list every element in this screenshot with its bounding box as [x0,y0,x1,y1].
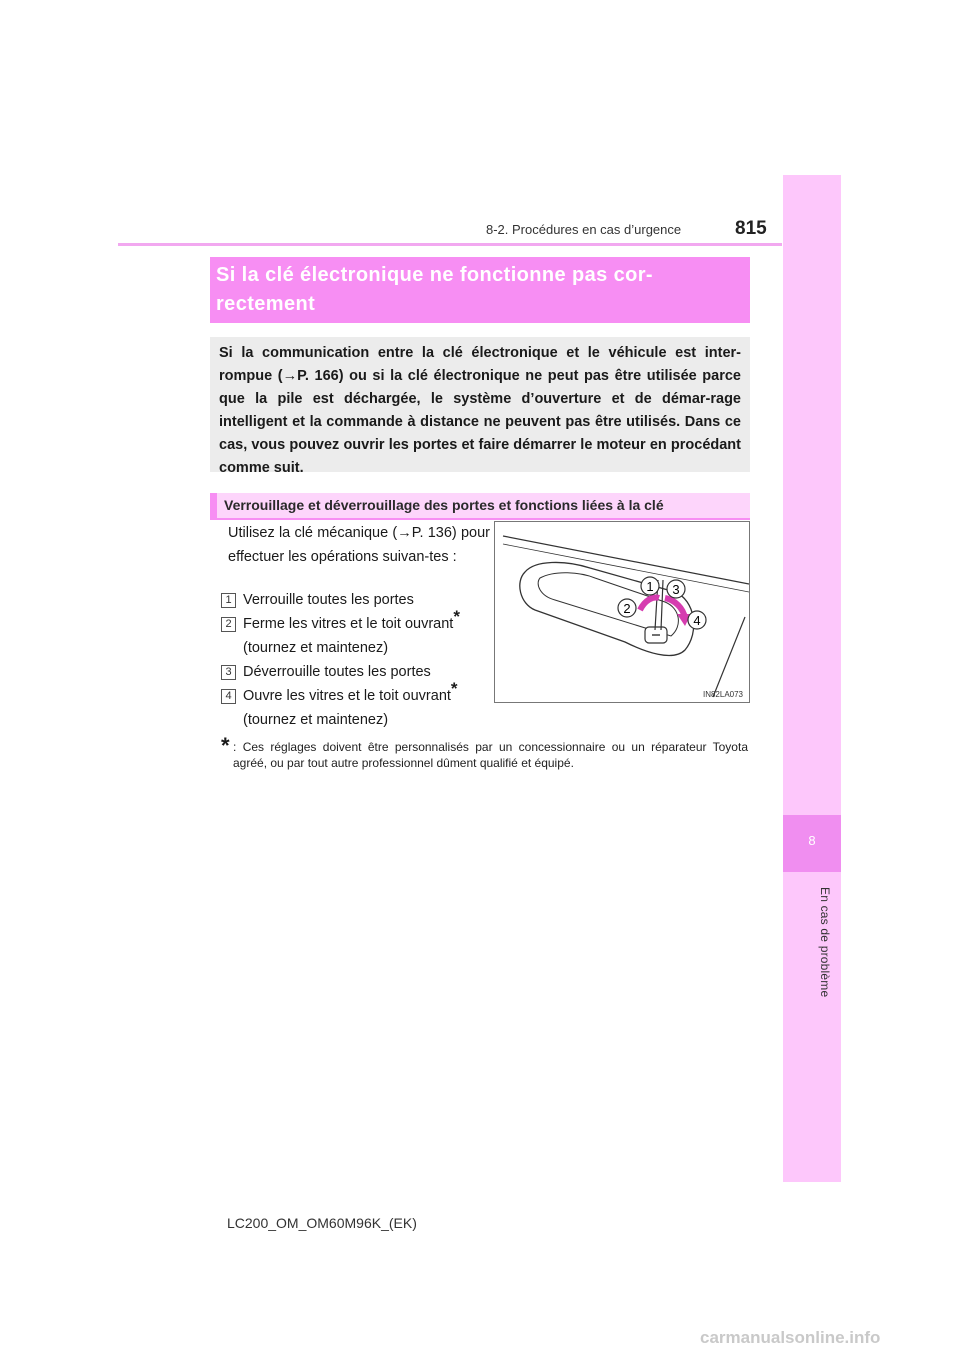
callout-label: 4 [693,613,701,628]
item-text: Ouvre les vitres et le toit ouvrant [243,688,451,704]
callout-4 [688,611,706,629]
header-rule [118,243,782,246]
watermark: carmanualsonline.info [700,1328,881,1347]
section-title-line-2: rectement [216,293,316,315]
document-code: LC200_OM_OM60M96K_(EK) [227,1215,417,1231]
door-handle-drawing [495,522,749,702]
item-number-4: 4 [221,689,236,704]
illustration-code: IN82LA073 [702,690,743,699]
footnote-star: * [221,733,230,758]
section-title [216,261,736,319]
chapter-label: En cas de problème [818,887,832,998]
door-handle-illustration [494,521,750,703]
intro-text: Si la communication entre la clé électronique et le véhicule est inter-rompue (→P. 166) ou si la clé électronique ne peut pas être utilisée parce que la pile est déchargée, le système d’ouverture et de démar-rage intelligent et la commande à distance ne peuvent pas être utilisés. Dans ce cas, vous pouvez ouvrir les portes et faire démarrer le moteur en procédant comme suit. [219,345,741,476]
footnote-marker: * [453,607,460,627]
footnote-text: : Ces réglages doivent être personnalisés par un concessionnaire ou un réparateur Toyota agréé, ou par tout autre professionnel dûment qualifié et équipé. [233,740,748,770]
item-text: Déverrouille toutes les portes [243,664,431,680]
section-reference: 8-2. Procédures en cas d’urgence [486,222,682,237]
list-item [243,679,491,732]
item-number-3: 3 [221,665,236,680]
body-intro: Utilisez la clé mécanique (→P. 136) pour effectuer les opérations suivan-tes : [228,525,490,565]
subheading: Verrouillage et déverrouillage des portes et fonctions liées à la clé [224,497,664,513]
item-subtext: (tournez et maintenez) [243,640,389,656]
section-title-line-1: Si la clé électronique ne fonctionne pas cor- [216,264,653,286]
footnote-marker: * [450,679,458,699]
item-text: Verrouille toutes les portes [243,592,414,608]
subheading-rule [210,518,750,520]
callout-label: 1 [646,579,654,594]
callout-1 [641,577,659,595]
item-text: Ferme les vitres et le toit ouvrant [243,616,454,632]
chapter-number: 8 [808,833,816,848]
item-number-1: 1 [221,593,236,608]
callout-3 [667,580,685,598]
callout-label: 3 [672,582,680,597]
page-number: 815 [735,218,767,239]
subheading-accent-bar [210,493,217,519]
callout-label: 2 [623,601,631,616]
item-number-2: 2 [221,617,236,632]
item-subtext: (tournez et maintenez) [243,712,389,728]
callout-2 [618,599,636,617]
list-item [243,607,491,660]
